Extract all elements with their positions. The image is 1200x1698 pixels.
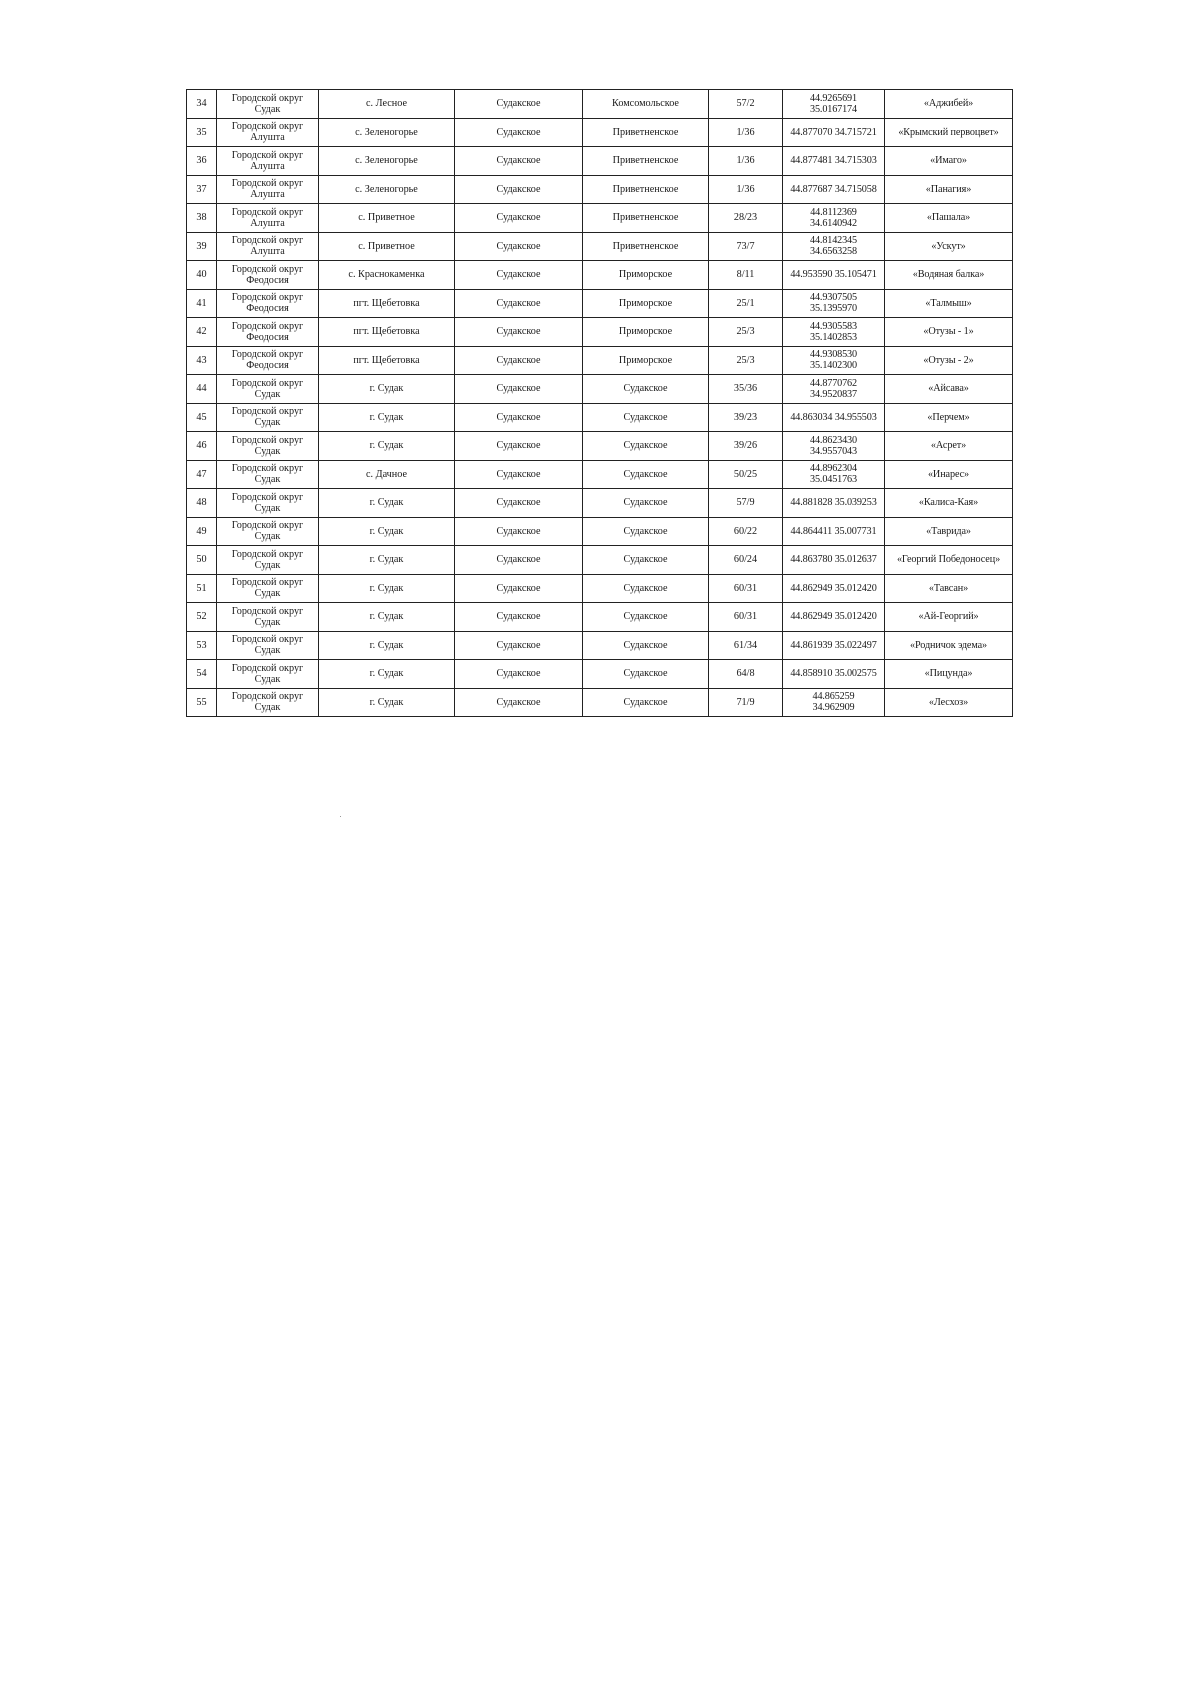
coordinates-cell-line: 44.953590 35.105471: [790, 269, 877, 281]
site-name-cell: «Панагия»: [885, 175, 1013, 204]
district-cell: [217, 318, 319, 347]
district-cell-line: Алушта: [250, 246, 285, 258]
quarter-allotment-cell: 64/8: [709, 660, 783, 689]
site-name-cell: «Пицунда»: [885, 660, 1013, 689]
quarter-allotment-cell: 60/31: [709, 603, 783, 632]
forestry-cell: Судакское: [455, 546, 583, 575]
coordinates-cell-line: 44.862949 35.012420: [790, 611, 877, 623]
settlement-cell: г. Судак: [319, 375, 455, 404]
forestry-cell: Судакское: [455, 147, 583, 176]
district-cell-line: Судак: [254, 588, 281, 600]
row-number-cell: 39: [187, 232, 217, 261]
site-name-cell: «Лесхоз»: [885, 688, 1013, 717]
table-row: [187, 546, 1013, 575]
district-cell-line: Алушта: [250, 217, 285, 229]
district-cell-line: Городской округ: [231, 634, 304, 646]
district-cell-line: Судак: [254, 559, 281, 571]
coordinates-cell: [783, 204, 885, 233]
district-cell: [217, 403, 319, 432]
site-name-cell: «Ускут»: [885, 232, 1013, 261]
district-cell-line: Городской округ: [231, 178, 304, 190]
coordinates-cell: [783, 517, 885, 546]
table-row: [187, 432, 1013, 461]
coordinates-cell: [783, 631, 885, 660]
district-cell-line: Судак: [254, 103, 281, 115]
registry-table-body: [187, 90, 1013, 717]
forestry-cell: Судакское: [455, 403, 583, 432]
site-name-cell: «Калиса-Кая»: [885, 489, 1013, 518]
row-number-cell: 49: [187, 517, 217, 546]
row-number-cell: 48: [187, 489, 217, 518]
forest-section-cell: Судакское: [583, 603, 709, 632]
settlement-cell: с. Приветное: [319, 232, 455, 261]
settlement-cell: пгт. Щебетовка: [319, 289, 455, 318]
coordinates-cell: [783, 175, 885, 204]
coordinates-cell: [783, 489, 885, 518]
coordinates-cell-line: 44.877687 34.715058: [790, 183, 877, 195]
forest-section-cell: Приморское: [583, 261, 709, 290]
district-cell-line: Городской округ: [231, 263, 304, 275]
settlement-cell: с. Зеленогорье: [319, 175, 455, 204]
settlement-cell: г. Судак: [319, 574, 455, 603]
table-row: [187, 517, 1013, 546]
coordinates-cell-line: 44.8623430: [810, 434, 857, 446]
district-cell: [217, 660, 319, 689]
forest-section-cell: Судакское: [583, 546, 709, 575]
district-cell-line: Феодосия: [246, 331, 289, 343]
coordinates-cell-line: 44.9265691: [810, 92, 857, 104]
quarter-allotment-cell: 39/26: [709, 432, 783, 461]
row-number-cell: 51: [187, 574, 217, 603]
table-row: [187, 175, 1013, 204]
district-cell-line: Городской округ: [231, 349, 304, 361]
district-cell-line: Феодосия: [246, 360, 289, 372]
coordinates-cell: [783, 660, 885, 689]
forest-section-cell: Судакское: [583, 660, 709, 689]
district-cell: [217, 603, 319, 632]
coordinates-cell-line: 44.863034 34.955503: [790, 411, 877, 423]
quarter-allotment-cell: 60/22: [709, 517, 783, 546]
coordinates-cell: [783, 346, 885, 375]
district-cell-line: Судак: [254, 474, 281, 486]
coordinates-cell-line: 44.8142345: [810, 235, 857, 247]
coordinates-cell: [783, 261, 885, 290]
site-name-cell: «Пашала»: [885, 204, 1013, 233]
forest-section-cell: Приветненское: [583, 118, 709, 147]
row-number-cell: 42: [187, 318, 217, 347]
district-cell-line: Судак: [254, 616, 281, 628]
district-cell: [217, 90, 319, 119]
coordinates-cell: [783, 118, 885, 147]
row-number-cell: 45: [187, 403, 217, 432]
district-cell: [217, 375, 319, 404]
table-row: [187, 118, 1013, 147]
forestry-cell: Судакское: [455, 375, 583, 404]
coordinates-cell: [783, 460, 885, 489]
district-cell-line: Алушта: [250, 132, 285, 144]
registry-table: [186, 89, 1013, 717]
district-cell-line: Феодосия: [246, 274, 289, 286]
site-name-cell: «Ай-Георгий»: [885, 603, 1013, 632]
district-cell: [217, 489, 319, 518]
coordinates-cell-line: 44.9307505: [810, 292, 857, 304]
district-cell-line: Городской округ: [231, 491, 304, 503]
coordinates-cell: [783, 574, 885, 603]
site-name-cell: «Талмыш»: [885, 289, 1013, 318]
coordinates-cell-line: 34.6140942: [810, 217, 857, 229]
forestry-cell: Судакское: [455, 603, 583, 632]
district-cell-line: Судак: [254, 702, 281, 714]
coordinates-cell-line: 34.962909: [812, 702, 855, 714]
district-cell-line: Алушта: [250, 160, 285, 172]
forest-section-cell: Приветненское: [583, 204, 709, 233]
forest-section-cell: Комсомольское: [583, 90, 709, 119]
settlement-cell: с. Зеленогорье: [319, 147, 455, 176]
district-cell: [217, 175, 319, 204]
coordinates-cell: [783, 232, 885, 261]
coordinates-cell-line: 34.9520837: [810, 388, 857, 400]
district-cell: [217, 631, 319, 660]
district-cell: [217, 432, 319, 461]
table-row: [187, 204, 1013, 233]
forestry-cell: Судакское: [455, 688, 583, 717]
district-cell: [217, 346, 319, 375]
coordinates-cell-line: 44.864411 35.007731: [790, 525, 877, 537]
forestry-cell: Судакское: [455, 460, 583, 489]
district-cell-line: Городской округ: [231, 149, 304, 161]
quarter-allotment-cell: 73/7: [709, 232, 783, 261]
site-name-cell: «Инарес»: [885, 460, 1013, 489]
coordinates-cell-line: 35.1402853: [810, 331, 857, 343]
site-name-cell: «Асрет»: [885, 432, 1013, 461]
district-cell: [217, 289, 319, 318]
district-cell-line: Городской округ: [231, 121, 304, 133]
site-name-cell: «Отузы - 2»: [885, 346, 1013, 375]
row-number-cell: 40: [187, 261, 217, 290]
site-name-cell: «Айсава»: [885, 375, 1013, 404]
district-cell-line: Судак: [254, 502, 281, 514]
district-cell-line: Городской округ: [231, 662, 304, 674]
forest-section-cell: Судакское: [583, 403, 709, 432]
table-row: [187, 574, 1013, 603]
forest-section-cell: Приветненское: [583, 175, 709, 204]
settlement-cell: г. Судак: [319, 517, 455, 546]
district-cell: [217, 574, 319, 603]
settlement-cell: с. Краснокаменка: [319, 261, 455, 290]
district-cell: [217, 546, 319, 575]
forestry-cell: Судакское: [455, 118, 583, 147]
coordinates-cell-line: 35.1402300: [810, 360, 857, 372]
quarter-allotment-cell: 1/36: [709, 175, 783, 204]
district-cell-line: Городской округ: [231, 520, 304, 532]
district-cell-line: Городской округ: [231, 605, 304, 617]
coordinates-cell-line: 44.8962304: [810, 463, 857, 475]
settlement-cell: с. Приветное: [319, 204, 455, 233]
forestry-cell: Судакское: [455, 574, 583, 603]
site-name-cell: «Водяная балка»: [885, 261, 1013, 290]
district-cell-line: Судак: [254, 531, 281, 543]
site-name-cell: «Аджибей»: [885, 90, 1013, 119]
quarter-allotment-cell: 35/36: [709, 375, 783, 404]
forest-section-cell: Судакское: [583, 574, 709, 603]
coordinates-cell-line: 44.862949 35.012420: [790, 582, 877, 594]
row-number-cell: 44: [187, 375, 217, 404]
district-cell: [217, 688, 319, 717]
row-number-cell: 38: [187, 204, 217, 233]
district-cell-line: Судак: [254, 645, 281, 657]
settlement-cell: г. Судак: [319, 403, 455, 432]
quarter-allotment-cell: 57/9: [709, 489, 783, 518]
settlement-cell: пгт. Щебетовка: [319, 318, 455, 347]
forestry-cell: Судакское: [455, 261, 583, 290]
site-name-cell: «Тавсан»: [885, 574, 1013, 603]
district-cell-line: Алушта: [250, 189, 285, 201]
quarter-allotment-cell: 71/9: [709, 688, 783, 717]
forest-section-cell: Судакское: [583, 375, 709, 404]
settlement-cell: г. Судак: [319, 631, 455, 660]
settlement-cell: пгт. Щебетовка: [319, 346, 455, 375]
table-row: [187, 631, 1013, 660]
coordinates-cell: [783, 403, 885, 432]
forestry-cell: Судакское: [455, 489, 583, 518]
forest-section-cell: Судакское: [583, 460, 709, 489]
forestry-cell: Судакское: [455, 432, 583, 461]
row-number-cell: 50: [187, 546, 217, 575]
district-cell: [217, 460, 319, 489]
quarter-allotment-cell: 60/24: [709, 546, 783, 575]
row-number-cell: 37: [187, 175, 217, 204]
site-name-cell: «Отузы - 1»: [885, 318, 1013, 347]
district-cell-line: Судак: [254, 417, 281, 429]
coordinates-cell-line: 44.9308530: [810, 349, 857, 361]
forestry-cell: Судакское: [455, 631, 583, 660]
district-cell-line: Городской округ: [231, 235, 304, 247]
table-row: [187, 90, 1013, 119]
table-row: [187, 289, 1013, 318]
row-number-cell: 36: [187, 147, 217, 176]
coordinates-cell-line: 44.863780 35.012637: [790, 554, 877, 566]
forest-section-cell: Судакское: [583, 432, 709, 461]
forest-section-cell: Приморское: [583, 346, 709, 375]
coordinates-cell: [783, 147, 885, 176]
settlement-cell: г. Судак: [319, 603, 455, 632]
district-cell-line: Городской округ: [231, 377, 304, 389]
site-name-cell: «Георгий Победоносец»: [885, 546, 1013, 575]
forest-section-cell: Судакское: [583, 688, 709, 717]
site-name-cell: «Имаго»: [885, 147, 1013, 176]
table-row: [187, 147, 1013, 176]
coordinates-cell: [783, 318, 885, 347]
row-number-cell: 55: [187, 688, 217, 717]
forest-section-cell: Судакское: [583, 489, 709, 518]
site-name-cell: «Перчем»: [885, 403, 1013, 432]
forestry-cell: Судакское: [455, 346, 583, 375]
settlement-cell: г. Судак: [319, 688, 455, 717]
forest-section-cell: Приветненское: [583, 232, 709, 261]
district-cell-line: Городской округ: [231, 434, 304, 446]
district-cell-line: Городской округ: [231, 406, 304, 418]
forestry-cell: Судакское: [455, 175, 583, 204]
district-cell-line: Городской округ: [231, 548, 304, 560]
coordinates-cell-line: 34.9557043: [810, 445, 857, 457]
coordinates-cell-line: 35.0451763: [810, 474, 857, 486]
forestry-cell: Судакское: [455, 204, 583, 233]
table-row: [187, 403, 1013, 432]
forest-section-cell: Приветненское: [583, 147, 709, 176]
table-row: [187, 346, 1013, 375]
row-number-cell: 47: [187, 460, 217, 489]
table-row: [187, 660, 1013, 689]
district-cell: [217, 147, 319, 176]
coordinates-cell: [783, 289, 885, 318]
coordinates-cell-line: 44.8770762: [810, 377, 857, 389]
forest-section-cell: Приморское: [583, 318, 709, 347]
district-cell: [217, 204, 319, 233]
coordinates-cell-line: 44.8112369: [810, 206, 857, 218]
table-row: [187, 489, 1013, 518]
settlement-cell: с. Дачное: [319, 460, 455, 489]
site-name-cell: «Таврида»: [885, 517, 1013, 546]
coordinates-cell-line: 34.6563258: [810, 246, 857, 258]
coordinates-cell-line: 44.877070 34.715721: [790, 126, 877, 138]
quarter-allotment-cell: 25/3: [709, 318, 783, 347]
district-cell-line: Городской округ: [231, 577, 304, 589]
forestry-cell: Судакское: [455, 660, 583, 689]
forestry-cell: Судакское: [455, 517, 583, 546]
quarter-allotment-cell: 8/11: [709, 261, 783, 290]
table-row: [187, 603, 1013, 632]
coordinates-cell-line: 44.881828 35.039253: [790, 497, 877, 509]
quarter-allotment-cell: 57/2: [709, 90, 783, 119]
quarter-allotment-cell: 39/23: [709, 403, 783, 432]
quarter-allotment-cell: 61/34: [709, 631, 783, 660]
district-cell-line: Феодосия: [246, 303, 289, 315]
coordinates-cell: [783, 688, 885, 717]
district-cell-line: Городской округ: [231, 691, 304, 703]
district-cell-line: Судак: [254, 673, 281, 685]
district-cell: [217, 118, 319, 147]
district-cell-line: Городской округ: [231, 320, 304, 332]
coordinates-cell-line: 35.0167174: [810, 103, 857, 115]
settlement-cell: г. Судак: [319, 546, 455, 575]
settlement-cell: с. Зеленогорье: [319, 118, 455, 147]
row-number-cell: 52: [187, 603, 217, 632]
settlement-cell: г. Судак: [319, 489, 455, 518]
row-number-cell: 54: [187, 660, 217, 689]
coordinates-cell: [783, 375, 885, 404]
site-name-cell: «Родничок эдема»: [885, 631, 1013, 660]
district-cell: [217, 261, 319, 290]
forestry-cell: Судакское: [455, 232, 583, 261]
coordinates-cell: [783, 90, 885, 119]
district-cell-line: Городской округ: [231, 292, 304, 304]
quarter-allotment-cell: 25/1: [709, 289, 783, 318]
forestry-cell: Судакское: [455, 318, 583, 347]
coordinates-cell-line: 44.9305583: [810, 320, 857, 332]
settlement-cell: с. Лесное: [319, 90, 455, 119]
district-cell: [217, 232, 319, 261]
district-cell-line: Судак: [254, 445, 281, 457]
forest-section-cell: Приморское: [583, 289, 709, 318]
table-row: [187, 375, 1013, 404]
quarter-allotment-cell: 1/36: [709, 118, 783, 147]
quarter-allotment-cell: 28/23: [709, 204, 783, 233]
table-row: [187, 261, 1013, 290]
district-cell-line: Судак: [254, 388, 281, 400]
quarter-allotment-cell: 1/36: [709, 147, 783, 176]
coordinates-cell-line: 44.877481 34.715303: [790, 155, 877, 167]
table-row: [187, 460, 1013, 489]
quarter-allotment-cell: 25/3: [709, 346, 783, 375]
district-cell: [217, 517, 319, 546]
scan-speck: [340, 816, 341, 817]
row-number-cell: 53: [187, 631, 217, 660]
district-cell-line: Городской округ: [231, 206, 304, 218]
district-cell-line: Городской округ: [231, 92, 304, 104]
quarter-allotment-cell: 50/25: [709, 460, 783, 489]
coordinates-cell: [783, 432, 885, 461]
table-row: [187, 232, 1013, 261]
forestry-cell: Судакское: [455, 289, 583, 318]
district-cell-line: Городской округ: [231, 463, 304, 475]
row-number-cell: 46: [187, 432, 217, 461]
row-number-cell: 34: [187, 90, 217, 119]
coordinates-cell: [783, 603, 885, 632]
coordinates-cell-line: 44.861939 35.022497: [790, 639, 877, 651]
coordinates-cell-line: 44.865259: [812, 691, 855, 703]
settlement-cell: г. Судак: [319, 432, 455, 461]
coordinates-cell-line: 44.858910 35.002575: [790, 668, 877, 680]
forest-section-cell: Судакское: [583, 517, 709, 546]
site-name-cell: «Крымский первоцвет»: [885, 118, 1013, 147]
table-row: [187, 688, 1013, 717]
forestry-cell: Судакское: [455, 90, 583, 119]
forest-section-cell: Судакское: [583, 631, 709, 660]
row-number-cell: 35: [187, 118, 217, 147]
table-row: [187, 318, 1013, 347]
row-number-cell: 43: [187, 346, 217, 375]
coordinates-cell: [783, 546, 885, 575]
quarter-allotment-cell: 60/31: [709, 574, 783, 603]
settlement-cell: г. Судак: [319, 660, 455, 689]
row-number-cell: 41: [187, 289, 217, 318]
coordinates-cell-line: 35.1395970: [810, 303, 857, 315]
